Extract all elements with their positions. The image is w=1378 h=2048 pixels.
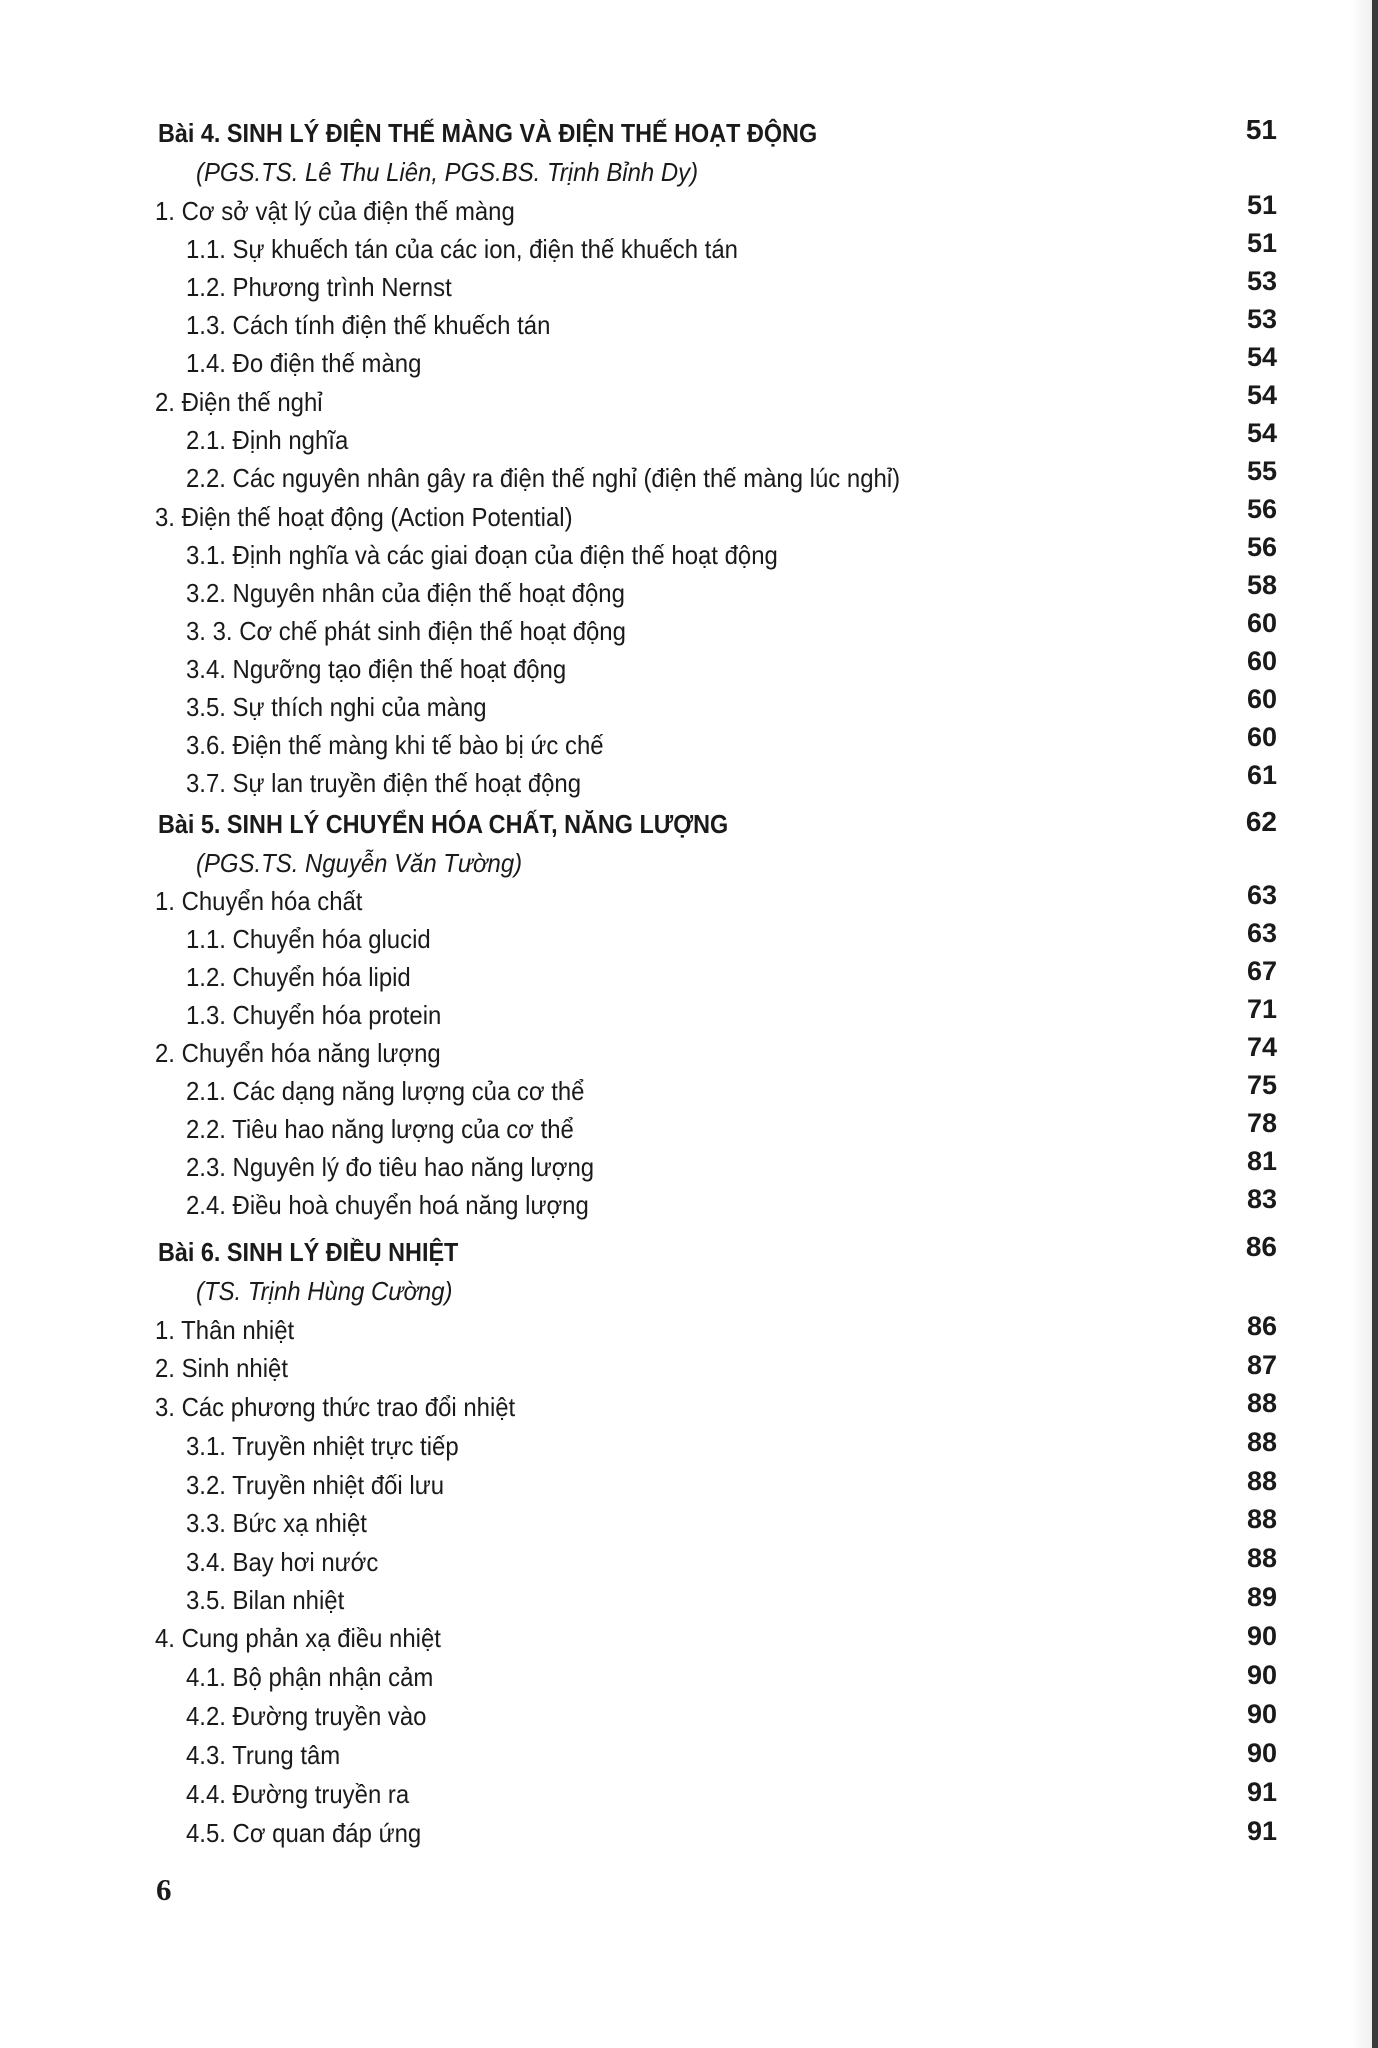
toc-entry-title: Bài 5. SINH LÝ CHUYỂN HÓA CHẤT, NĂNG LƯỢNG — [158, 809, 729, 839]
toc-entry — [0, 570, 1378, 614]
toc-entry-title: 3.1. Định nghĩa và các giai đoạn của điện thế hoạt động — [186, 540, 778, 570]
toc-entry-title: 3. 3. Cơ chế phát sinh điện thế hoạt động — [186, 616, 626, 646]
page-number: 6 — [156, 1872, 172, 1907]
toc-entry-title: 4.1. Bộ phận nhận cảm — [186, 1662, 434, 1692]
toc-entry-page: 58 — [1246, 570, 1277, 600]
toc-entry-page: 74 — [1246, 1032, 1277, 1062]
toc-entry-page: 91 — [1246, 1777, 1277, 1807]
toc-entry-page: 67 — [1246, 956, 1277, 986]
toc-entry-page: 86 — [1246, 1311, 1277, 1341]
toc-entry-page: 71 — [1246, 994, 1277, 1024]
toc-entry — [0, 1351, 1378, 1389]
toc-entry-page: 90 — [1246, 1621, 1277, 1651]
toc-author-line — [0, 155, 1378, 193]
toc-entry — [0, 228, 1378, 270]
toc-entry — [0, 1032, 1378, 1074]
toc-chapter-heading — [0, 807, 1378, 845]
toc-entry — [0, 918, 1378, 960]
toc-entry-page: 88 — [1246, 1466, 1277, 1496]
toc-entry — [0, 880, 1378, 922]
toc-entry-title: Bài 4. SINH LÝ ĐIỆN THẾ MÀNG VÀ ĐIỆN THẾ HOẠT ĐỘNG — [158, 118, 818, 148]
toc-entry-title: 2.2. Tiêu hao năng lượng của cơ thể — [186, 1114, 574, 1144]
toc-entry-title: 2. Chuyển hóa năng lượng — [155, 1038, 441, 1068]
toc-entry-page: 88 — [1246, 1504, 1277, 1534]
toc-entry-page: 89 — [1246, 1582, 1277, 1612]
toc-entry-page: 53 — [1246, 304, 1277, 334]
toc-entry-page: 54 — [1246, 418, 1277, 448]
toc-entry-page: 90 — [1246, 1660, 1277, 1690]
toc-entry — [0, 1583, 1378, 1621]
toc-entry-page: 56 — [1246, 532, 1277, 562]
toc-entry — [0, 1184, 1378, 1226]
toc-entry-title: 2. Điện thế nghỉ — [155, 387, 323, 417]
toc-entry — [0, 1660, 1378, 1698]
toc-entry-page: 88 — [1246, 1543, 1277, 1573]
toc-entry-title: (TS. Trịnh Hùng Cường) — [196, 1276, 453, 1306]
toc-entry-title: 1.2. Chuyển hóa lipid — [186, 962, 411, 992]
toc-chapter-heading — [0, 1231, 1378, 1273]
toc-entry — [0, 1390, 1378, 1428]
toc-entry-page: 63 — [1246, 880, 1277, 910]
toc-entry-title: 2. Sinh nhiệt — [155, 1353, 288, 1383]
toc-entry-title: 3.5. Sự thích nghi của màng — [186, 692, 487, 722]
toc-entry-page: 78 — [1246, 1108, 1277, 1138]
toc-entry-page: 51 — [1245, 114, 1277, 145]
toc-entry — [0, 1777, 1378, 1815]
toc-entry-title: 1.3. Cách tính điện thế khuếch tán — [186, 310, 551, 340]
toc-entry-title: 3.2. Truyền nhiệt đối lưu — [186, 1470, 445, 1500]
toc-entry-page: 90 — [1246, 1738, 1277, 1768]
toc-entry-title: 1.2. Phương trình Nernst — [186, 272, 452, 302]
toc-entry-title: (PGS.TS. Lê Thu Liên, PGS.BS. Trịnh Bỉnh Dy) — [196, 157, 699, 187]
toc-entry-title: 3. Điện thế hoạt động (Action Potential) — [155, 502, 573, 532]
toc-entry-title: 2.3. Nguyên lý đo tiêu hao năng lượng — [186, 1152, 595, 1182]
toc-entry — [0, 1699, 1378, 1737]
toc-entry-page: 53 — [1246, 266, 1277, 296]
toc-entry-title: 2.1. Các dạng năng lượng của cơ thể — [186, 1076, 585, 1106]
toc-entry-page: 75 — [1246, 1070, 1277, 1100]
toc-entry-title: 1. Thân nhiệt — [155, 1315, 295, 1345]
toc-entry-page: 54 — [1246, 342, 1277, 372]
toc-entry — [0, 956, 1378, 998]
toc-entry — [0, 1313, 1378, 1351]
toc-entry — [0, 1506, 1378, 1544]
toc-entry-title: (PGS.TS. Nguyễn Văn Tường) — [196, 848, 523, 878]
toc-entry — [0, 1621, 1378, 1659]
toc-entry — [0, 1429, 1378, 1467]
toc-entry-page: 88 — [1246, 1427, 1277, 1457]
toc-entry-page: 87 — [1246, 1350, 1277, 1380]
toc-entry-title: 3.5. Bilan nhiệt — [186, 1585, 345, 1615]
toc-author-line — [0, 1274, 1378, 1312]
toc-entry-title: 3.3. Bức xạ nhiệt — [186, 1508, 367, 1538]
toc-entry-page: 51 — [1246, 228, 1277, 258]
toc-entry — [0, 646, 1378, 690]
toc-entry-title: 2.2. Các nguyên nhân gây ra điện thế nghỉ (điện thế màng lúc nghỉ) — [186, 463, 901, 493]
toc-entry — [0, 418, 1378, 461]
toc-entry — [0, 608, 1378, 652]
toc-entry — [0, 1070, 1378, 1112]
toc-entry-title: 3.4. Bay hơi nước — [186, 1547, 379, 1577]
toc-entry — [0, 1108, 1378, 1150]
toc-entry-title: 2.1. Định nghĩa — [186, 425, 349, 455]
toc-entry-title: 1. Chuyển hóa chất — [155, 886, 363, 916]
toc-entry — [0, 994, 1378, 1036]
toc-entry — [0, 342, 1378, 384]
toc-entry — [0, 722, 1378, 766]
toc-entry-title: 4.5. Cơ quan đáp ứng — [186, 1818, 422, 1848]
toc-entry-title: 3.1. Truyền nhiệt trực tiếp — [186, 1431, 459, 1461]
toc-entry-page: 63 — [1246, 918, 1277, 948]
toc-author-line — [0, 846, 1378, 884]
toc-entry-title: 2.4. Điều hoà chuyển hoá năng lượng — [186, 1190, 589, 1220]
toc-entry-page: 60 — [1246, 684, 1277, 714]
toc-entry-title: 4. Cung phản xạ điều nhiệt — [155, 1623, 441, 1653]
toc-entry — [0, 760, 1378, 804]
toc-entry-title: 1.1. Sự khuếch tán của các ion, điện thế khuếch tán — [186, 234, 738, 264]
toc-entry-page: 88 — [1246, 1388, 1277, 1418]
toc-entry-title: 3.6. Điện thế màng khi tế bào bị ức chế — [186, 730, 604, 760]
toc-entry — [0, 1816, 1378, 1854]
toc-entry-title: 4.3. Trung tâm — [186, 1740, 341, 1770]
toc-entry-page: 90 — [1246, 1699, 1277, 1729]
toc-entry-page: 54 — [1246, 380, 1277, 410]
toc-entry — [0, 304, 1378, 346]
toc-entry — [0, 266, 1378, 308]
toc-entry-title: 3.7. Sự lan truyền điện thế hoạt động — [186, 768, 582, 798]
toc-entry-title: 3. Các phương thức trao đổi nhiệt — [155, 1392, 516, 1422]
toc-entry — [0, 494, 1378, 538]
toc-entry-page: 60 — [1246, 722, 1277, 752]
toc-entry-page: 60 — [1246, 608, 1277, 638]
toc-entry-title: 3.4. Ngưỡng tạo điện thế hoạt động — [186, 654, 567, 684]
toc-entry-page: 61 — [1246, 760, 1277, 790]
toc-entry-title: 1.4. Đo điện thế màng — [186, 348, 422, 378]
toc-entry-page: 51 — [1246, 190, 1277, 220]
toc-entry — [0, 532, 1378, 576]
toc-entry — [0, 1468, 1378, 1506]
toc-entry-page: 60 — [1246, 646, 1277, 676]
toc-entry-page: 83 — [1246, 1184, 1277, 1214]
toc-entry — [0, 380, 1378, 423]
toc-entry — [0, 1146, 1378, 1188]
toc-entry-page: 81 — [1246, 1146, 1277, 1176]
toc-entry-title: 1.1. Chuyển hóa glucid — [186, 924, 431, 954]
toc-entry — [0, 1545, 1378, 1583]
toc-entry-title: 4.4. Đường truyền ra — [186, 1779, 410, 1809]
toc-entry — [0, 190, 1378, 232]
toc-entry-page: 62 — [1245, 806, 1277, 837]
toc-entry — [0, 456, 1378, 499]
toc-entry-page: 56 — [1246, 494, 1277, 524]
toc-entry-title: 4.2. Đường truyền vào — [186, 1701, 427, 1731]
toc-entry-page: 55 — [1246, 456, 1277, 486]
toc-entry-page: 91 — [1246, 1816, 1277, 1846]
toc-entry-title: Bài 6. SINH LÝ ĐIỀU NHIỆT — [158, 1237, 459, 1267]
toc-entry — [0, 684, 1378, 728]
toc-entry-title: 3.2. Nguyên nhân của điện thế hoạt động — [186, 578, 625, 608]
toc-chapter-heading — [0, 116, 1378, 154]
toc-entry — [0, 1738, 1378, 1776]
toc-entry-title: 1. Cơ sở vật lý của điện thế màng — [155, 196, 515, 226]
toc-entry-page: 86 — [1245, 1231, 1277, 1262]
toc-entry-title: 1.3. Chuyển hóa protein — [186, 1000, 442, 1030]
